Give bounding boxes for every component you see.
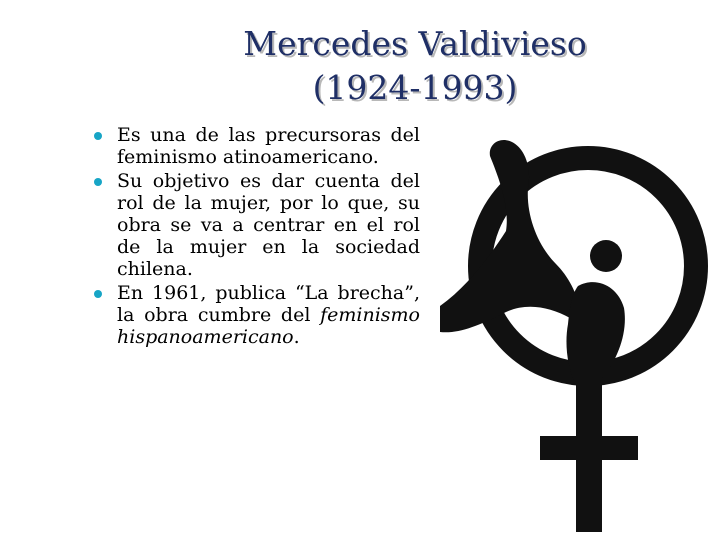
bullet-suffix: .	[293, 326, 300, 348]
bullet-item-precursoras: Es una de las precursoras del feminismo atinoamericano.	[92, 124, 420, 168]
slide-title	[200, 22, 630, 110]
title-years: (1924-1993)	[312, 68, 518, 107]
feminism-fist-venus-icon	[428, 136, 718, 536]
bullet-item-brecha	[92, 282, 420, 348]
bullet-text: En 1961, publica “La brecha”, la obra cumbre del	[117, 282, 420, 326]
venus-cross	[540, 436, 638, 460]
bullet-list	[92, 124, 420, 350]
title-name: Mercedes Valdivieso	[243, 24, 587, 63]
bullet-emphasis: feminismo hispanoamericano	[117, 304, 420, 348]
bullet-item-objetivo: Su objetivo es dar cuenta del rol de la mujer, por lo que, su obra se va a centrar en el rol de la mujer en la sociedad chilena.	[92, 170, 420, 280]
figure-head	[590, 240, 622, 272]
